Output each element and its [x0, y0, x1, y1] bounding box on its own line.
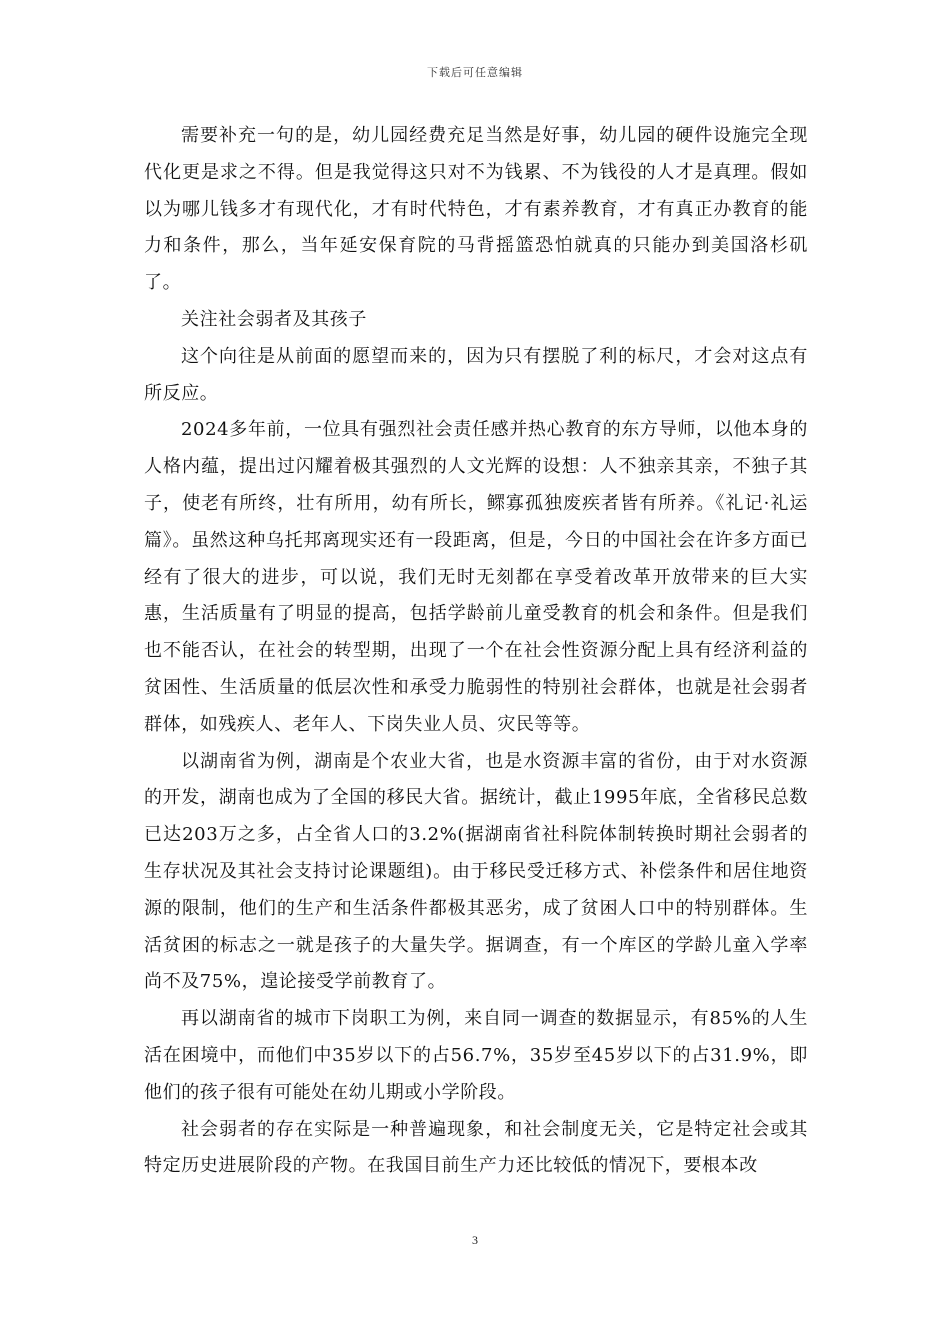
- paragraph-hardware-funding: 需要补充一句的是，幼儿园经费充足当然是好事，幼儿园的硬件设施完全现代化更是求之不得。但是我觉得这只对不为钱累、不为钱役的人才是真理。假如以为哪儿钱多才有现代化，才有时代特色，才有素养教育，才有真正办教育的能力和条件，那么，当年延安保育院的马背摇篮恐怕就真的只能办到美国洛杉矶了。: [144, 125, 808, 294]
- paragraph-hunan-migrants: 以湖南省为例，湖南是个农业大省，也是水资源丰富的省份，由于对水资源的开发，湖南也成为了全国的移民大省。据统计，截止1995年底，全省移民总数已达203万之多，占全省人口的3.2%(据湖南省社科院体制转换时期社会弱者的生存状况及其社会支持讨论课题组)。由于移民受迁移方式、补偿条件和居住地资源的限制，他们的生产和生活条件都极其恶劣，成了贫困人口中的特别群体。生活贫困的标志之一就是孩子的大量失学。据调查，有一个库区的学龄儿童入学率尚不及75%，遑论接受学前教育了。: [144, 750, 808, 993]
- page-number: 3: [472, 1233, 478, 1247]
- document-body: [144, 118, 808, 1185]
- paragraph-eastern-mentor: 2024多年前，一位具有强烈社会责任感并热心教育的东方导师，以他本身的人格内蕴，提出过闪耀着极其强烈的人文光辉的设想：人不独亲其亲，不独子其子，使老有所终，壮有所用，幼有所长，鳏寡孤独废疾者皆有所养。《礼记·礼运篇》。虽然这种乌托邦离现实还有一段距离，但是，今日的中国社会在许多方面已经有了很大的进步，可以说，我们无时无刻都在享受着改革开放带来的巨大实惠，生活质量有了明显的提高，包括学龄前儿童受教育的机会和条件。但是我们也不能否认，在社会的转型期，出现了一个在社会性资源分配上具有经济利益的贫困性、生活质量的低层次性和承受力脆弱性的特别社会群体，也就是社会弱者群体，如残疾人、老年人、下岗失业人员、灾民等等。: [144, 419, 808, 735]
- paragraph-aspiration: 这个向往是从前面的愿望而来的，因为只有摆脱了利的标尺，才会对这点有所反应。: [144, 345, 808, 404]
- paragraph-laid-off-workers: 再以湖南省的城市下岗职工为例，来自同一调查的数据显示，有85%的人生活在困境中，而他们中35岁以下的占56.7%，35岁至45岁以下的占31.9%，即他们的孩子很有可能处在幼儿期或小学阶段。: [144, 1008, 808, 1103]
- paragraph-social-weak-existence: 社会弱者的存在实际是一种普遍现象，和社会制度无关，它是特定社会或其特定历史进展阶段的产物。在我国目前生产力还比较低的情况下，要根本改: [144, 1118, 808, 1177]
- page-header: 下载后可任意编辑: [427, 66, 523, 79]
- section-heading-social-weak: 关注社会弱者及其孩子: [181, 308, 367, 330]
